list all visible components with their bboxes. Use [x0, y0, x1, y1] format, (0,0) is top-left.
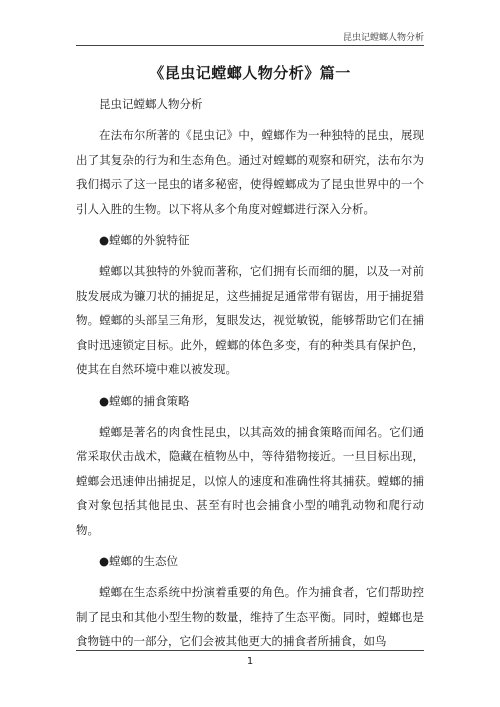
section-heading-hunting	[76, 390, 424, 412]
section-paragraph-hunting: 螳螂是著名的肉食性昆虫，以其高效的捕食策略而闻名。它们通常采取伏击战术，隐藏在植物丛中，等待猎物接近。一旦目标出现，螳螂会迅速伸出捕捉足，以惊人的速度和准确性将其捕获。螳螂的捕食对象包括其他昆虫、甚至有时也会捕食小型的哺乳动物和爬行动物。	[76, 424, 424, 537]
header-divider	[76, 45, 424, 46]
document-title: 《昆虫记螳螂人物分析》篇一	[149, 64, 351, 82]
section-title: 螳螂的生态位	[109, 554, 179, 568]
section-title: 螳螂的外貌特征	[109, 233, 190, 247]
running-header: 昆虫记螳螂人物分析	[342, 33, 424, 43]
bullet-icon: ●	[99, 554, 110, 568]
section-heading-appearance	[76, 229, 424, 251]
page-number: 1	[246, 656, 254, 667]
bullet-icon: ●	[99, 393, 110, 408]
bullet-icon: ●	[99, 233, 110, 247]
section-heading-ecology	[76, 550, 424, 572]
document-subtitle: 昆虫记螳螂人物分析	[99, 97, 203, 111]
section-title: 螳螂的捕食策略	[109, 393, 190, 408]
footer-divider	[76, 650, 424, 651]
section-paragraph-ecology: 螳螂在生态系统中扮演着重要的角色。作为捕食者，它们帮助控制了昆虫和其他小型生物的数量，维持了生态平衡。同时，螳螂也是食物链中的一部分，它们会被其他更大的捕食者所捕食，如鸟	[76, 585, 424, 648]
section-paragraph-appearance: 螳螂以其独特的外貌而著称，它们拥有长而细的腿，以及一对前肢发展成为镰刀状的捕捉足，这些捕捉足通常带有锯齿，用于捕捉猎物。螳螂的头部呈三角形，复眼发达，视觉敏锐，能够帮助它们在捕食时迅速锁定目标。此外，螳螂的体色多变，有的种类具有保护色，使其在自然环境中难以被发现。	[76, 264, 424, 376]
document-body	[76, 62, 424, 662]
intro-paragraph: 在法布尔所著的《昆虫记》中，螳螂作为一种独特的昆虫，展现出了其复杂的行为和生态角色。通过对螳螂的观察和研究，法布尔为我们揭示了这一昆虫的诸多秘密，使得螳螂成为了昆虫世界中的一个引人入胜的生物。以下将从多个角度对螳螂进行深入分析。	[76, 128, 424, 216]
